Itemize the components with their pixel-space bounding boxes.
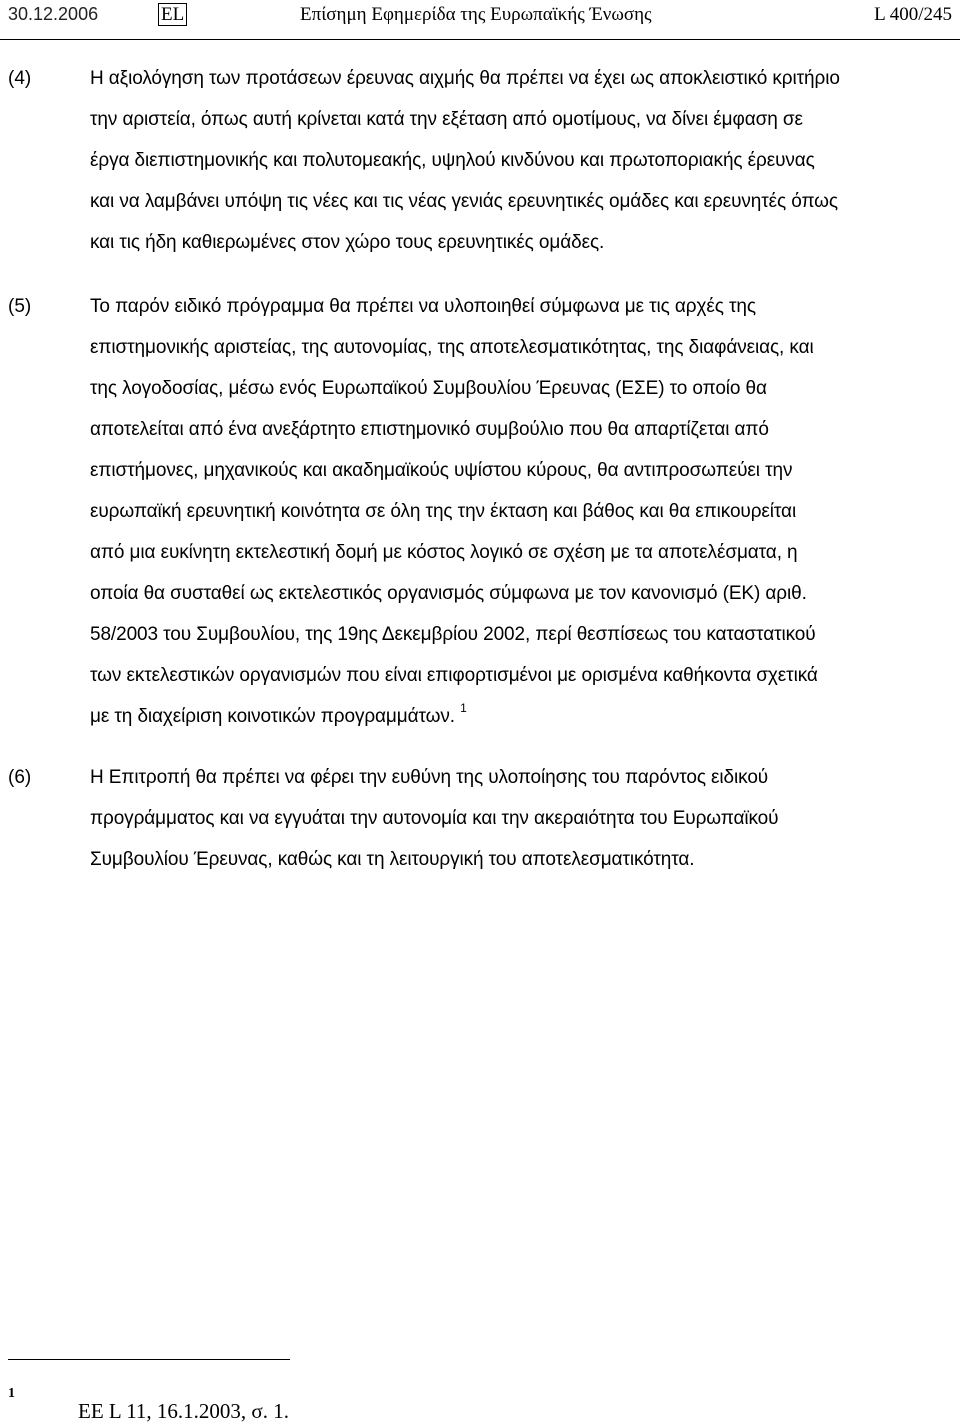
text-line: Συμβουλίου Έρευνας, καθώς και τη λειτουργική του αποτελεσματικότητα. — [90, 849, 695, 870]
text-line: της λογοδοσίας, μέσω ενός Ευρωπαϊκού Συμβουλίου Έρευνας (ΕΣΕ) το οποίο θα — [90, 378, 767, 399]
text-line-content: με τη διαχείριση κοινοτικών προγραμμάτων. — [90, 706, 455, 727]
footnote-divider — [8, 1359, 290, 1360]
text-line: επιστήμονες, μηχανικούς και ακαδημαϊκούς υψίστου κύρους, θα αντιπροσωπεύει την — [90, 460, 793, 481]
recital-number: (5) — [8, 296, 32, 317]
text-line: την αριστεία, όπως αυτή κρίνεται κατά την εξέταση από ομοτίμους, να δίνει έμφαση σε — [90, 109, 803, 130]
footnote-text: ΕΕ L 11, 16.1.2003, σ. 1. — [78, 1399, 289, 1423]
text-line: 58/2003 του Συμβουλίου, της 19ης Δεκεμβρίου 2002, περί θεσπίσεως του καταστατικού — [90, 624, 816, 645]
recital-text — [90, 757, 948, 880]
text-line: Το παρόν ειδικό πρόγραμμα θα πρέπει να υλοποιηθεί σύμφωνα με τις αρχές της — [90, 296, 756, 317]
language-code-box: EL — [158, 3, 187, 26]
recital-number: (6) — [8, 767, 32, 788]
page-reference: L 400/245 — [874, 4, 952, 25]
text-line-last — [90, 696, 948, 737]
text-line: ευρωπαϊκή ερευνητική κοινότητα σε όλη της την έκταση και βάθος και θα επικουρείται — [90, 501, 797, 522]
publication-date: 30.12.2006 — [8, 4, 99, 24]
page-header — [0, 0, 960, 40]
text-line: Η αξιολόγηση των προτάσεων έρευνας αιχμής θα πρέπει να έχει ως αποκλειστικό κριτήριο — [90, 68, 840, 89]
footnote-marker: 1 — [8, 1386, 15, 1401]
text-line: Η Επιτροπή θα πρέπει να φέρει την ευθύνη της υλοποίησης του παρόντος ειδικού — [90, 767, 769, 788]
header-divider — [0, 39, 960, 40]
text-line: και τις ήδη καθιερωμένες στον χώρο τους ερευνητικές ομάδες. — [90, 232, 605, 253]
text-line: έργα διεπιστημονικής και πολυτομεακής, υψηλού κινδύνου και πρωτοποριακής έρευνας — [90, 150, 815, 171]
text-line: προγράμματος και να εγγυάται την αυτονομία και την ακεραιότητα του Ευρωπαϊκού — [90, 808, 779, 829]
text-line: από μια ευκίνητη εκτελεστική δομή με κόστος λογικό σε σχέση με τα αποτελέσματα, η — [90, 542, 798, 563]
recital-text — [90, 58, 948, 263]
text-line: αποτελείται από ένα ανεξάρτητο επιστημονικό συμβούλιο που θα απαρτίζεται από — [90, 419, 769, 440]
text-line: και να λαμβάνει υπόψη τις νέες και τις νέας γενιάς ερευνητικές ομάδες και ερευνητές όπως — [90, 191, 838, 212]
text-line: οποία θα συσταθεί ως εκτελεστικός οργανισμός σύμφωνα με τον κανονισμό (ΕΚ) αριθ. — [90, 583, 807, 604]
footnote-reference[interactable]: 1 — [460, 701, 467, 715]
recital-number: (4) — [8, 68, 32, 89]
text-line: επιστημονικής αριστείας, της αυτονομίας, της αποτελεσματικότητας, της διαφάνειας, και — [90, 337, 814, 358]
text-line: των εκτελεστικών οργανισμών που είναι επιφορτισμένοι με ορισμένα καθήκοντα σχετικά — [90, 665, 818, 686]
recital-text — [90, 286, 948, 737]
journal-title: Επίσημη Εφημερίδα της Ευρωπαϊκής Ένωσης — [300, 4, 652, 25]
